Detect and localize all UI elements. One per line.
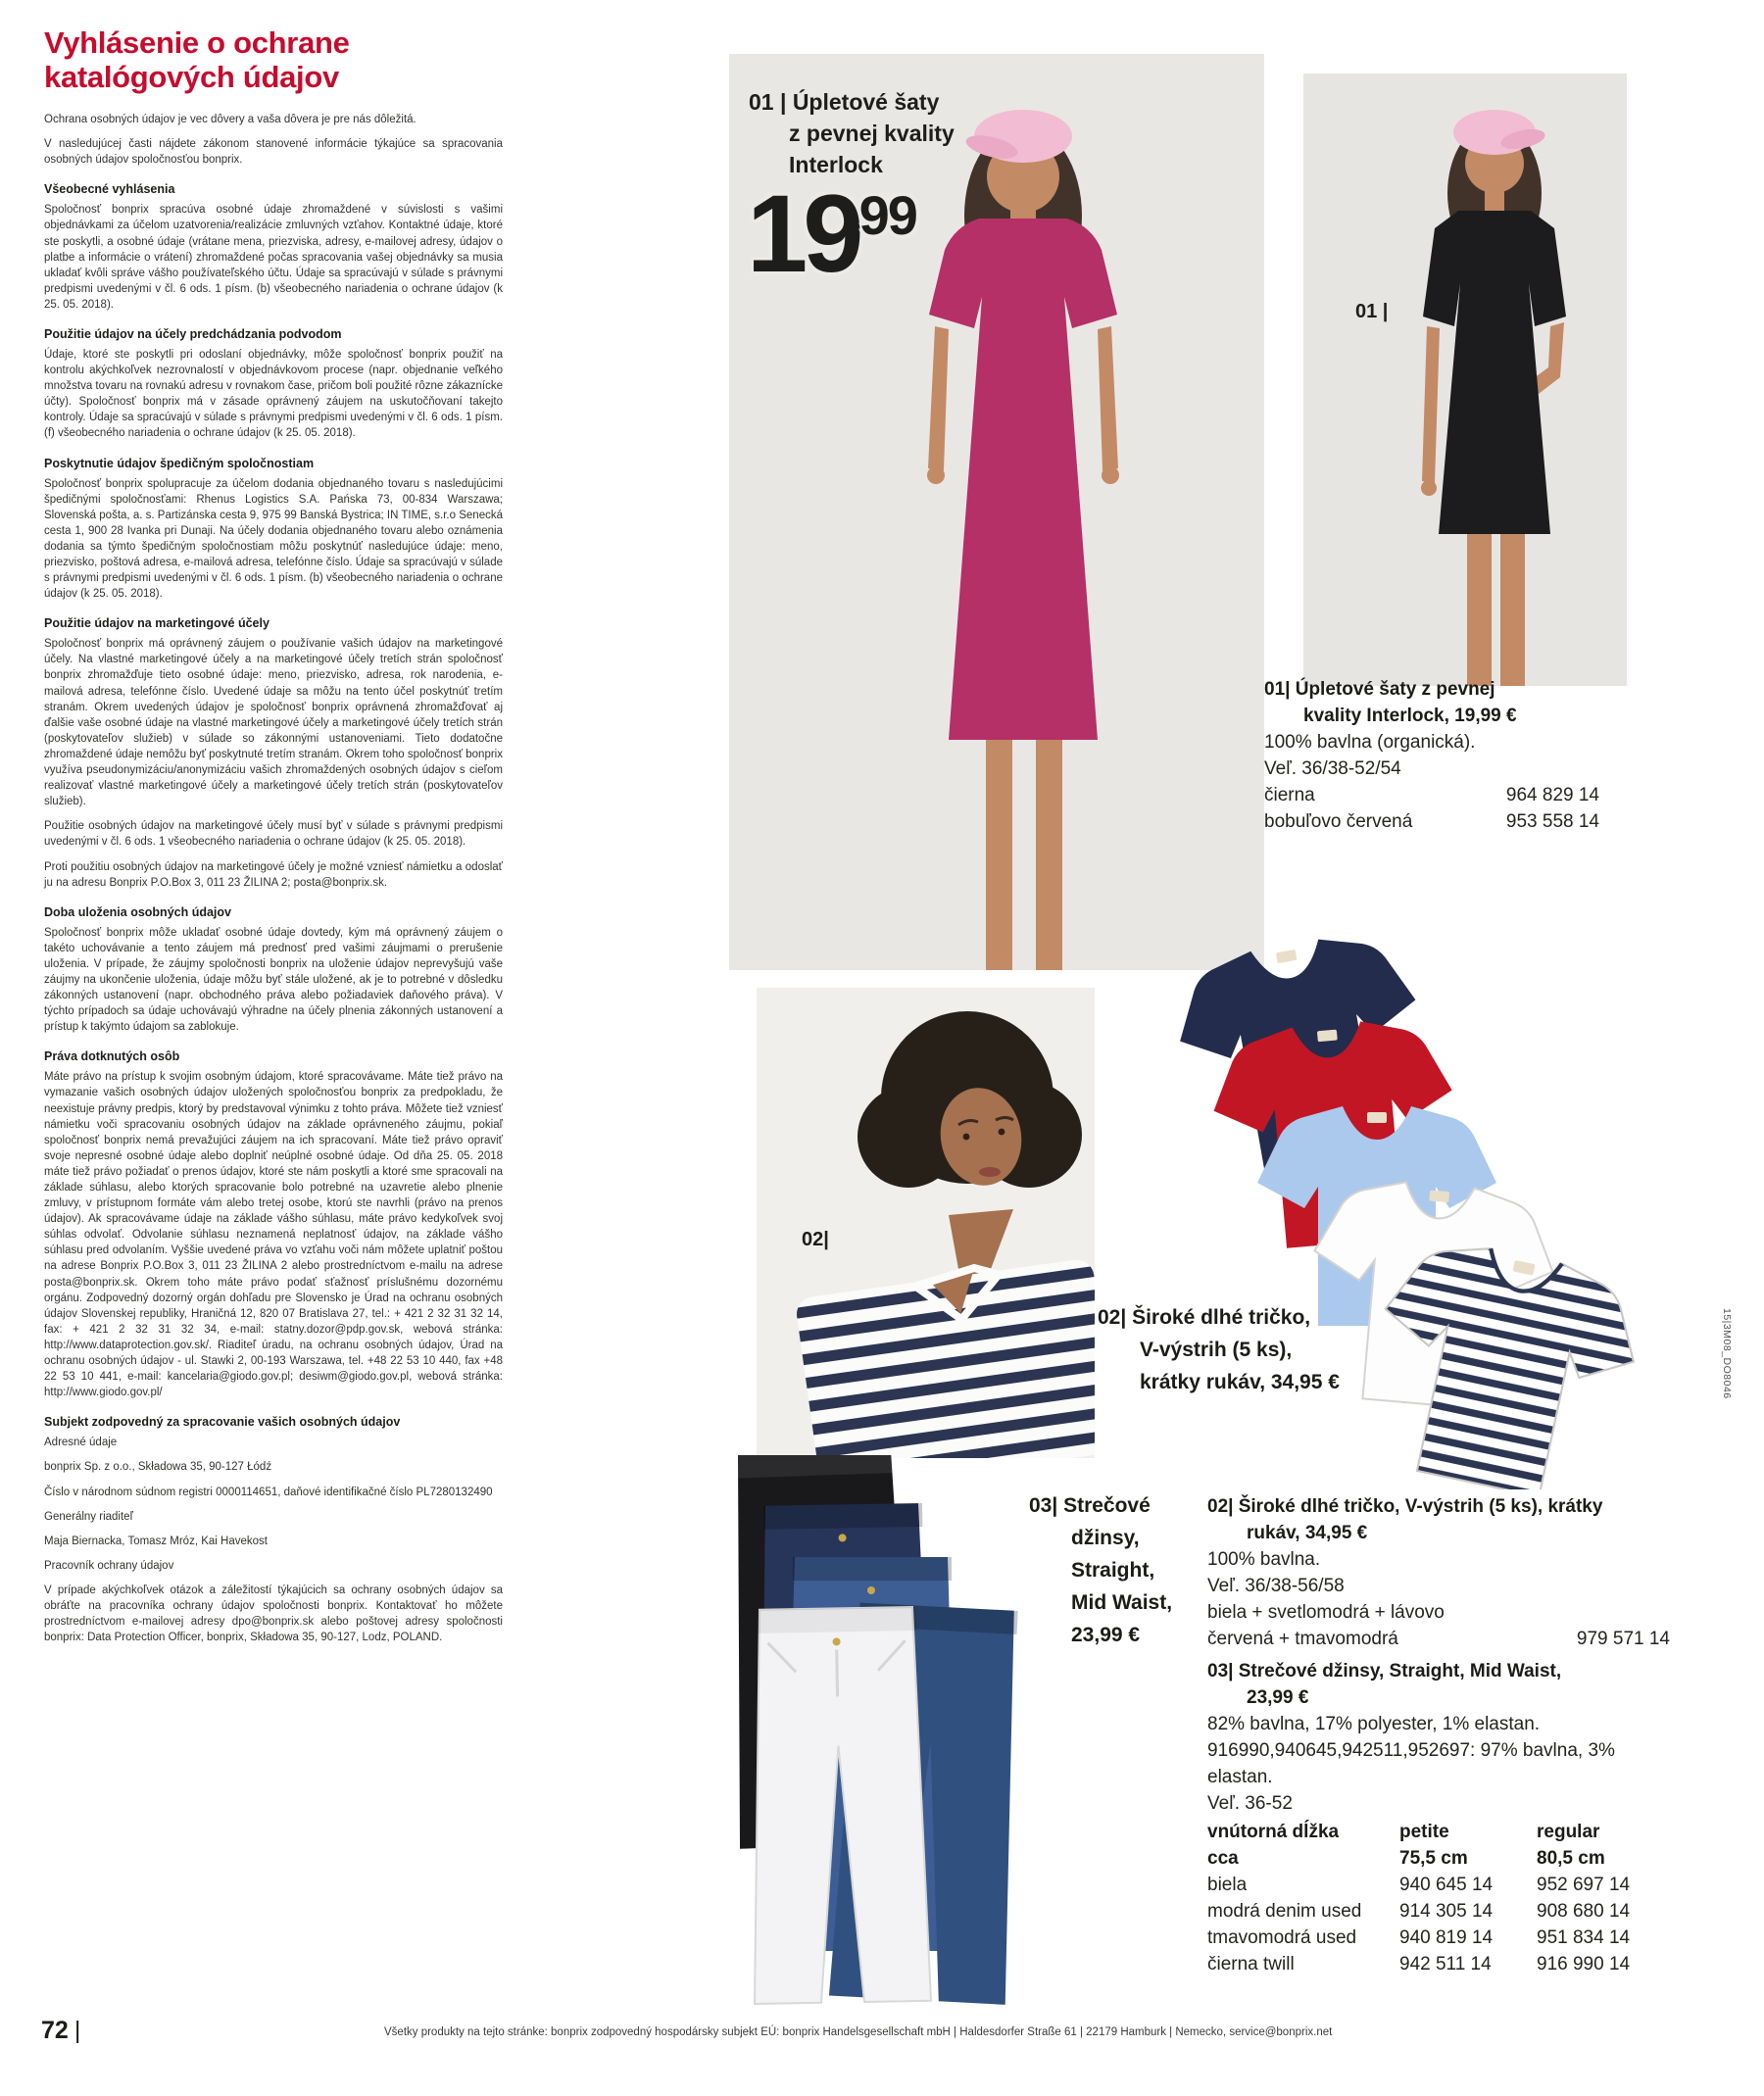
legal-paragraph: V nasledujúcej časti nájdete zákonom stanovené informácie týkajúce sa spracovania osobných údajov spoločnosťou bonprix.	[44, 138, 503, 167]
product01-photo-tag: 01 |	[749, 89, 787, 115]
col-regular-header: regular 80,5 cm	[1537, 1822, 1605, 1869]
legal-section-heading: Poskytnutie údajov špedičným spoločnostiam	[44, 456, 315, 470]
product03-sizes: Veľ. 36-52	[1207, 1793, 1293, 1814]
table-row	[1207, 1951, 1670, 1977]
product03-title-line1: 03| Strečové džinsy, Straight, Mid Waist,	[1207, 1661, 1562, 1682]
product03-mid-label	[1029, 1489, 1235, 1651]
product03-mid-line1: 03| Strečové	[1029, 1494, 1151, 1517]
legal-paragraph: bonprix Sp. z o.o., Składowa 35, 90-127 Łódź	[44, 1461, 272, 1474]
product02-mid-label	[1098, 1301, 1421, 1398]
color-sku: 964 829 14	[1505, 785, 1599, 805]
product01-photo-label	[749, 86, 955, 181]
table-row	[1207, 1872, 1670, 1898]
legal-section-heading: Práva dotknutých osôb	[44, 1049, 180, 1064]
product02-sizes: Veľ. 36/38-56/58	[1207, 1576, 1345, 1596]
price-cents: 99	[858, 184, 916, 246]
legal-paragraph: Pracovník ochrany údajov	[44, 1559, 174, 1572]
price-integer: 19	[747, 172, 859, 295]
product01-photo-name2: z pevnej kvality	[789, 121, 955, 147]
product01-title-line2: kvality Interlock, 19,99 €	[1303, 706, 1517, 726]
table-cell-petite: 940 645 14	[1399, 1875, 1494, 1895]
legal-paragraph: Číslo v národnom súdnom registri 0000114651, daňové identifikačné číslo PL7280132490	[44, 1486, 493, 1498]
privacy-statement-column	[44, 25, 503, 1654]
page-number-bar: |	[74, 2017, 81, 2044]
jeans-stack-illustration	[720, 1455, 1054, 2014]
product03-size-table	[1207, 1819, 1670, 1977]
legal-section-heading: Doba uloženia osobných údajov	[44, 904, 231, 919]
color-name: bobuľovo červená	[1264, 811, 1413, 832]
tshirt-fan-illustration	[1161, 926, 1695, 1489]
product01-price	[747, 172, 916, 295]
footer-legal-line: Všetky produkty na tejto stránke: bonprix zodpovedný hospodársky subjekt EÚ: bonprix Handelsgesellschaft mbH | Haldesdorfer Straße 61 | 22179 Hamburk | Nemecko, service@bonprix.net	[384, 2026, 1333, 2038]
legal-paragraph: Proti použitiu osobných údajov na marketingové účely je možné vzniesť námietku a odoslať ju na adresu Bonprix P.O.Box 3, 011 23 ŽILINA 2; posta@bonprix.sk.	[44, 860, 503, 889]
product03-mid-line5: 23,99 €	[1071, 1624, 1141, 1646]
col-petite-header: petite 75,5 cm	[1399, 1822, 1468, 1869]
table-cell-regular: 908 680 14	[1537, 1901, 1631, 1922]
table-cell-petite: 942 511 14	[1399, 1954, 1492, 1974]
table-header-row	[1207, 1819, 1670, 1872]
product01-color-row	[1264, 782, 1599, 808]
table-cell-name: tmavomodrá used	[1207, 1927, 1357, 1948]
product01-material: 100% bavlna (organická).	[1264, 732, 1476, 753]
print-side-code: 15|3M08_DO8046	[1721, 1308, 1733, 1399]
photo-striped-tee	[757, 988, 1095, 1458]
product03-mid-line3: Straight,	[1071, 1559, 1155, 1582]
legal-paragraph: Spoločnosť bonprix spracúva osobné údaje zhromaždené v súvislosti s vašimi objednávkami za účelom uzatvorenia/realizácie zmluvných vzťahov. Kontaktné údaje, ktoré ste poskytli, a osobné údaje (vrátane mena, priezviska, adresy, e-mailovej adresy, údajov o platbe a informácie o vrátení) zhromaždené počas spracovania vašej objednávky sa musia ukladať kvôli správe vášho používateľského účtu. Údaje sa spracúvajú v súlade s právnymi predpismi uvedenými v čl. 6 ods. 1 písm. (b) všeobecného nariadenia o ochrane údajov (k 25. 05. 2018).	[44, 204, 503, 311]
product01-sizes: Veľ. 36/38-52/54	[1264, 758, 1401, 779]
product02-colors-line2: červená + tmavomodrá	[1207, 1629, 1398, 1649]
product03-material2: 916990,940645,942511,952697: 97% bavlna, 3% elastan.	[1207, 1740, 1615, 1787]
table-cell-petite: 914 305 14	[1399, 1901, 1494, 1922]
product01-photo-name1: Úpletové šaty	[792, 89, 940, 115]
product02-title-line1: 02| Široké dlhé tričko, V-výstrih (5 ks), krátky	[1207, 1496, 1603, 1517]
legal-section-heading: Použitie údajov na marketingové účely	[44, 616, 270, 631]
legal-paragraph: Použitie osobných údajov na marketingové účely musí byť v súlade s právnymi predpismi uvedenými v čl. 6 ods. 1 všeobecného nariadenia o ochrane údajov (k 25. 05. 2018).	[44, 820, 503, 849]
legal-paragraph: V prípade akýchkoľvek otázok a záležitostí týkajúcich sa ochrany osobných údajov sa obráťte na pracovníka ochrany údajov spoločnosti bonprix. Kontaktovať ho môžete prostredníctvom e-mailovej adresy dpo@bonprix.sk alebo poštovej adresy spoločnosti bonprix: Data Protection Officer, bonprix, Składowa 35, 90-127, Lodz, POLAND.	[44, 1584, 503, 1644]
product02-mid-line3: krátky rukáv, 34,95 €	[1140, 1371, 1340, 1393]
product02-mid-line1: 02| Široké dlhé tričko,	[1098, 1306, 1311, 1329]
table-row	[1207, 1898, 1670, 1925]
legal-paragraph: Máte právo na prístup k svojim osobným údajom, ktoré spracovávame. Máte tiež právo na vymazanie vašich osobných údajov uložených spoločnosťou bonprix za predpokladu, že neexistuje právny predpis, ktorý by predstavoval výnimku z tohto práva. Môžete tiež vzniesť námietku voči spracovaniu osobných údajov na základe oprávneného záujmu, pokiaľ spoločnosť bonprix nemá prevažujúci záujem na ich spracovaní. Máte tiež právo opraviť svoje nepresné osobné údaje alebo doplniť neúplné osobné údaje. Od dňa 25. 05. 2018 máte tiež právo požiadať o prenos údajov, ktoré ste nám poskytli a ktoré sme spracovali na základe súhlasu, alebo ktorých spracovanie bolo potrebné na uzavretie alebo plnenie zmluvy, v prístupnom formáte vám alebo tretej osobe, ktorú ste navrhli (právo na prenos údajov). Ak spracovávame údaje na základe vášho súhlasu, máte právo kedykoľvek svoj súhlas odvolať. Odvolanie súhlasu neznamená neplatnosť údajov, na základe vášho súhlasu pred odvolaním. Vyššie uvedené práva vo vzťahu voči nám môžete uplatniť poštou na adrese Bonprix P.O.Box 3, 011 23 ŽILINA 2 alebo prostredníctvom e-mailu na adrese posta@bonprix.sk. Okrem toho máte právo podať sťažnosť príslušnému dozornému orgánu. Zodpovedný dozorný orgán dohľadu pre Slovensko je Úrad na ochranu osobných údajov Slovenskej republiky, Hraničná 12, 820 07 Bratislava 27, tel.: + 421 2 32 31 32 14, fax: + 421 2 32 31 32 34, e-mail: statny.dozor@pdp.gov.sk, webová stránka: http://www.dataprotection.gov.sk/. Riaditeľ úradu, na ochranu osobných údajov, Úrad na ochranu osobných údajov - ul. Stawki 2, 00-193 Warszawa, tel. +48 22 53 10 440, fax +48 22 53 10 441, e-mail: kancelaria@giodo.gov.pl; desiwm@giodo.gov.pl, webová stránka: http://www.giodo.gov.pl/	[44, 1071, 503, 1399]
product02-colors-line1: biela + svetlomodrá + lávovo	[1207, 1602, 1445, 1623]
product03-title-line2: 23,99 €	[1247, 1687, 1309, 1708]
striped-tee-illustration	[757, 988, 1095, 1458]
legal-paragraph: Ochrana osobných údajov je vec dôvery a vaša dôvera je pre nás dôležitá.	[44, 114, 416, 126]
legal-section-heading: Subjekt zodpovedný za spracovanie vašich osobných údajov	[44, 1415, 401, 1430]
legal-paragraph: Generálny riaditeľ	[44, 1510, 133, 1523]
product01-title-line1: 01| Úpletové šaty z pevnej	[1264, 679, 1495, 700]
page-number: 72 |	[41, 2017, 81, 2044]
photo-black-dress	[1303, 73, 1627, 686]
table-cell-regular: 952 697 14	[1537, 1875, 1631, 1895]
table-row	[1207, 1925, 1670, 1951]
product02-title-line2: rukáv, 34,95 €	[1247, 1523, 1368, 1543]
product01-info	[1264, 676, 1599, 835]
legal-paragraph: Spoločnosť bonprix môže ukladať osobné údaje dovtedy, kým má oprávnený záujem o takéto uchovávanie a tento záujem má prednosť pred vašimi záujmami o prerušenie uloženia. V prípade, že záujmy spoločnosti bonprix na uloženie údajov neprevyšujú vaše záujmy na ukončenie uloženia, údaje môžu byť stále uložené, ak je to potrebné v dôsledku zákonných ustanovení (napr. obchodného práva alebo požiadaviek daňového práva). V týchto prípadoch sa údaje uchovávajú výhradne na účely plnenia zákonných ustanovení a prístup k takýmto údajom sa zablokuje.	[44, 926, 503, 1034]
legal-paragraph: Spoločnosť bonprix spolupracuje za účelom dodania objednaného tovaru s nasledujúcimi špedičnými spoločnosťami: Rhenus Logistics S.A. Pańska 73, 00-834 Warszawa; Slovenská pošta, a. s. Partizánska cesta 9, 975 99 Banská Bystrica; IN TIME, s.r.o Senecká cesta 1, 900 28 Ivanka pri Dunaji. Na účely dodania objednaného tovaru alebo oznámenia dodania sa týmto špedičným spoločnostiam môžu poskytnúť nasledujúce údaje: meno, priezvisko, poštová adresa, e-mailová adresa, telefónne číslo. Údaje sa spracúvajú v súlade s právnymi predpismi uvedenými v čl. 6 ods. 1 písm. (b) všeobecného nariadenia o ochrane údajov (k 25. 05. 2018).	[44, 477, 503, 601]
legal-section-heading: Všeobecné vyhlásenia	[44, 182, 175, 197]
photo-magenta-dress	[729, 54, 1264, 970]
p03-table-body	[1207, 1872, 1670, 1977]
legal-sections	[44, 112, 503, 1645]
color-sku: 953 558 14	[1505, 811, 1599, 832]
table-cell-regular: 951 834 14	[1537, 1927, 1631, 1948]
table-cell-regular: 916 990 14	[1537, 1954, 1631, 1974]
legal-paragraph: Spoločnosť bonprix má oprávnený záujem o používanie vašich údajov na marketingové účely. Na vlastné marketingové účely a na marketingové účely tretích strán spoločnosť bonprix zhromažďuje tieto osobné údaje: meno, priezvisko, adresa, rok narodenia, e-mailová adresa, telefónne číslo. Uvedené údaje sa môžu na tento účel poskytnúť tretím stranám. Okrem uvedených údajov je spoločnosť bonprix oprávnená zhromažďovať aj ďalšie vaše osobné údaje na vlastné marketingové účely a marketingové účely tretích strán (poskytovateľov služieb) v súlade so zákonnými ustanoveniami. Tieto dodatočne zhromaždené údaje nemôžu byť poskytnuté tretím stranám. Okrem toho spoločnosť bonprix využíva pseudonymizáciu/anonymizáciu vašich zhromaždených osobných údajov s cieľom realizovať vlastné marketingové účely a marketingové účely tretích strán (poskytovateľov služieb).	[44, 638, 503, 808]
product02-photo-tag: 02|	[802, 1229, 829, 1250]
table-cell-name: čierna twill	[1207, 1954, 1295, 1974]
p01-color-rows	[1264, 782, 1599, 835]
product03-mid-line2: džinsy,	[1071, 1527, 1140, 1549]
legal-paragraph: Adresné údaje	[44, 1437, 118, 1449]
product02-sku: 979 571 14	[1576, 1629, 1670, 1649]
legal-paragraph: Maja Biernacka, Tomasz Mróz, Kai Havekost	[44, 1535, 268, 1547]
table-cell-name: biela	[1207, 1875, 1248, 1895]
product-info-bottom-right	[1207, 1493, 1670, 1977]
product01-color-row	[1264, 808, 1599, 835]
product01-photo-name3: Interlock	[789, 152, 883, 178]
page-title-line1: Vyhlásenie o ochrane	[44, 25, 350, 60]
product03-material1: 82% bavlna, 17% polyester, 1% elastan.	[1207, 1714, 1541, 1734]
product03-mid-line4: Mid Waist,	[1071, 1591, 1173, 1614]
col-inner-length-header: vnútorná dĺžka cca	[1207, 1822, 1340, 1869]
table-cell-name: modrá denim used	[1207, 1901, 1362, 1922]
page-title	[44, 25, 503, 94]
table-cell-petite: 940 819 14	[1399, 1927, 1494, 1948]
product02-material: 100% bavlna.	[1207, 1549, 1321, 1570]
color-name: čierna	[1264, 785, 1315, 805]
product02-mid-line2: V-výstrih (5 ks),	[1140, 1339, 1293, 1361]
product02-colors-line2-row	[1207, 1626, 1670, 1652]
black-dress-illustration	[1303, 73, 1627, 686]
legal-paragraph: Údaje, ktoré ste poskytli pri odoslaní objednávky, môže spoločnosť bonprix použiť na kontrolu akýchkoľvek nezrovnalostí v objednávkovom procese (napr. objednanie veľkého množstva tovaru na rovnakú adresu v rovnakom čase, pričom boli použité rôzne zákaznícke účty). Spoločnosť bonprix má v zásade oprávnený záujem na uskutočňovaní takejto kontroly. Údaje sa spracúvajú v súlade s právnymi predpismi uvedenými v čl. 6 ods. 1 písm. (f) všeobecného nariadenia o ochrane údajov (k 25. 05. 2018).	[44, 348, 503, 440]
legal-section-heading: Použitie údajov na účely predchádzania podvodom	[44, 326, 342, 341]
product01-black-tag: 01 |	[1355, 301, 1389, 322]
page-title-line2: katalógových údajov	[44, 60, 339, 95]
